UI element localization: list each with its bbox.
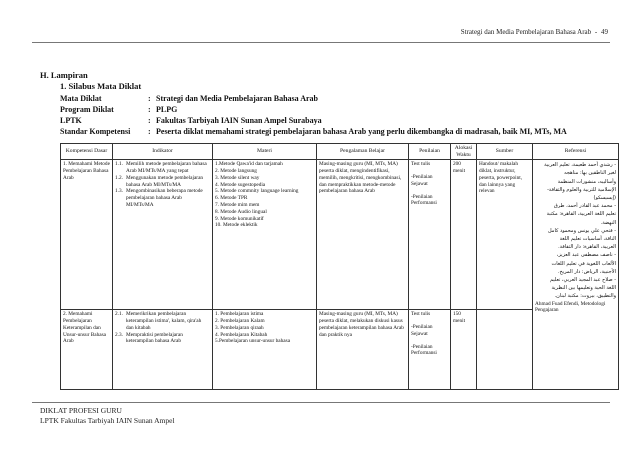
materi-item: 6. Metode TPR — [215, 195, 248, 202]
header-title: Strategi dan Media Pembelajaran Bahasa Arab — [460, 28, 592, 36]
materi-item: 3. Pembelajaran qiraah — [215, 324, 264, 331]
referensi-item: والتطبيق، بيروت: مكتبة لبنان. — [554, 293, 616, 300]
col-header: Referensi — [533, 144, 619, 160]
referensi-item: - رشدي أحمد طعيمة، تعليم العربية — [544, 162, 616, 169]
materi-item: 1. Pembelajaran istima — [215, 311, 264, 318]
referensi-item: الألعاب اللغوية في تعليم اللغات — [551, 260, 616, 267]
col-header: Penilaian — [409, 144, 451, 160]
meta-mata-diklat — [60, 94, 318, 103]
referensi-item: الناقة، أساسيات تعليم اللغة — [559, 236, 616, 243]
referensi-list — [535, 161, 616, 300]
referensi-item: لغير الناطقين بها: مناهجه — [564, 170, 616, 177]
materi-item: 3. Metode silent way — [215, 174, 260, 181]
penilaian-item: -Penilaian Sejawat — [411, 173, 433, 187]
sumber-cell — [477, 310, 533, 390]
syllabus-table — [60, 143, 619, 390]
col-header: Pengalaman Belajar — [317, 144, 409, 160]
col-header: Sumber — [477, 144, 533, 160]
referensi-item: - محمد عبد القادر أحمد، طرق — [553, 203, 616, 210]
indikator-item — [115, 188, 210, 208]
pengalaman-cell: Masing-masing guru (MI, MTs, MA) peserta diklat, mengindentifikasi, memilih, mengkritisi, mengkombinasi, dan mempraktikkan metode-metode pembelajaran bahasa Arab — [317, 160, 409, 310]
indikator-no: 1.1. — [115, 161, 123, 168]
referensi-item: - صلاح عبد المجيد العربي، تعليم — [549, 277, 616, 284]
kd-cell: 2. Memahami Pembelajaran Keterampilan dan Unsur-unsur Bahasa Arab — [61, 310, 113, 390]
meta-value: Fakultas Tarbiyah IAIN Sunan Ampel Surabaya — [156, 116, 322, 125]
header-rule — [32, 42, 610, 43]
indikator-no: 1.3. — [115, 188, 123, 195]
kd-cell: 1. Memahami Metode Pembelajaran Bahasa Arab — [61, 160, 113, 310]
indikator-text: Memerikrikan pembelajaran keterampilan istima', kalam, qira'ah dan kitabah — [126, 311, 202, 331]
meta-value: PLPG — [156, 105, 178, 114]
indikator-cell — [113, 160, 213, 310]
referensi-item: وأساليبه، منشورات المنظمة — [557, 178, 616, 185]
col-header: Kompetensi Dasar — [61, 144, 113, 160]
indikator-text: Menggunakan metode pembelajaran bahasa Arab MI/MTs/MA — [126, 174, 204, 188]
materi-item: 7. Metode mim mem — [215, 201, 260, 208]
penilaian-item: Test tulis — [411, 311, 431, 318]
table-row — [61, 160, 619, 310]
alokasi-cell: 150 menit — [451, 310, 477, 390]
footer-rule — [32, 402, 610, 403]
meta-program-diklat — [60, 105, 177, 114]
materi-item: 8. Metode Audio lingual — [215, 208, 267, 215]
materi-item: 5. Metode commnity language learning — [215, 188, 299, 195]
referensi-item: - ناصف مصطفى عبد العزيز، — [556, 252, 616, 259]
indikator-text: Mempraktisi pembelajaran keterampilan bahasa Arab — [126, 331, 183, 345]
referensi-item: (إيسيسكو) — [593, 195, 616, 201]
indikator-cell — [113, 310, 213, 390]
materi-item: 10. Metode eklektik — [215, 222, 258, 229]
materi-cell — [213, 160, 317, 310]
pengalaman-cell: Masing-masing guru (MI, MTs, MA) peserta diklat, melakukan diskusi kasus pembelajaran keterampilan bahasa Arab dan praktik nya — [317, 310, 409, 390]
col-header: Materi — [213, 144, 317, 160]
penilaian-item: Test tulis — [411, 161, 431, 168]
page-header — [459, 28, 608, 36]
penilaian-item: -Penilaian Sejawat — [411, 323, 433, 337]
meta-key: Program Diklat — [60, 105, 114, 114]
footer-line-2: LPTK Fakultas Tarbiyah IAIN Sunan Ampel — [40, 416, 175, 425]
indikator-no: 2.3. — [115, 331, 123, 338]
penilaian-item: -Penilaian Performansi — [411, 193, 437, 207]
referensi-item: العربية، القاهرة: دار الثقافة. — [558, 244, 616, 251]
meta-sep: : — [148, 116, 151, 125]
meta-value: Peserta diklat memahami strategi pembelajaran bahasa Arab yang perlu dikembangka di madrasah, baik MI, MTs, MA — [156, 127, 567, 136]
indikator-no: 1.2. — [115, 174, 123, 181]
materi-item: 2. Metode langsung — [215, 167, 257, 174]
indikator-item — [115, 161, 210, 175]
indikator-item — [115, 175, 210, 189]
referensi-item: - فتحي علي يونس ومحمود كامل — [548, 227, 616, 234]
indikator-no: 2.1. — [115, 311, 123, 318]
meta-sep: : — [148, 105, 151, 114]
indikator-item — [115, 311, 210, 331]
meta-sep: : — [148, 127, 151, 136]
sumber-cell: Handout/ makalah diklat, instruktur, peserta, powerpoint, dan lainnya yang relevan — [477, 160, 533, 310]
referensi-item: النهضة. — [600, 219, 616, 226]
referensi-cell — [533, 160, 619, 390]
meta-sep: : — [148, 94, 151, 103]
meta-key: LPTK — [60, 116, 82, 125]
header-dash: - — [594, 28, 598, 36]
penilaian-cell — [409, 310, 451, 390]
materi-item: 2. Pembelajaran Kalam — [215, 317, 265, 324]
penilaian-item: -Penilaian Performansi — [411, 343, 437, 357]
section-title: H. Lampiran — [40, 70, 88, 80]
materi-item: 5.Pembelajaran unsur-unsur bahasa — [215, 338, 291, 345]
section-subtitle: 1. Silabus Mata Diklat — [60, 81, 142, 91]
meta-standar-kompetensi — [60, 127, 567, 136]
referensi-latin: Ahmad Fuad Efendi, Metodologi Pengajaran — [535, 300, 606, 314]
alokasi-cell: 200 menit — [451, 160, 477, 310]
indikator-text: Mengombinasikan beberapa metode pembelajaran bahasa Arab MI/MTs/MA — [126, 188, 203, 208]
meta-lptk — [60, 116, 322, 125]
referensi-item: الإسلامية للتربية والعلوم والثقافة- — [547, 186, 616, 193]
indikator-text: Memilih metode pembelajaran bahasa Arab MI/MTs/MA yang tepat — [126, 161, 207, 174]
indikator-item — [115, 332, 210, 346]
materi-item: 4. Metode sugestopedia — [215, 181, 266, 188]
materi-item: 1.Metode Qawa'id dan tarjamah — [215, 161, 283, 168]
footer-line-1: DIKLAT PROFESI GURU — [40, 406, 122, 415]
referensi-item: اللغة الحية وتعليمها بين النظرية — [551, 285, 616, 292]
materi-item: 4. Pembelajaran Kitabah — [215, 331, 268, 338]
page-number: 49 — [601, 28, 608, 36]
meta-key: Standar Kompetensi — [60, 127, 131, 136]
meta-key: Mata Diklat — [60, 94, 102, 103]
penilaian-cell — [409, 160, 451, 310]
materi-cell — [213, 310, 317, 390]
materi-item: 9. Metode komunikatif — [215, 215, 264, 222]
table-header-row — [61, 144, 619, 160]
referensi-item: الأجنبية، الرياض: دار المريخ. — [557, 268, 616, 275]
meta-value: Strategi dan Media Pembelajaran Bahasa Arab — [156, 94, 318, 103]
col-header: Indikator — [113, 144, 213, 160]
referensi-item: تعليم اللغة العربية، القاهرة: مكتبة — [546, 211, 616, 218]
col-header: Alokasi Waktu — [451, 144, 477, 160]
